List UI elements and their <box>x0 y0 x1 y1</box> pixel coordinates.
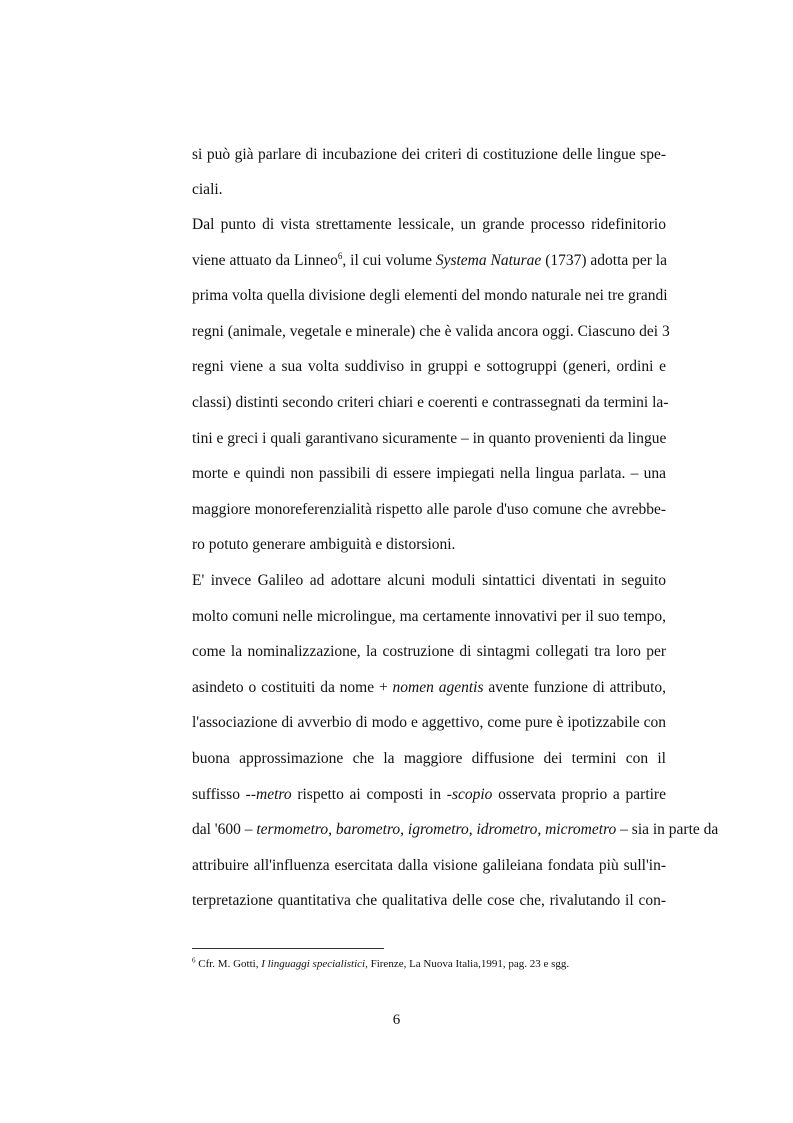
italic-term: scopio <box>451 786 493 803</box>
footnote: $^6$ Cfr. M. Gotti, I linguaggi specialistici, Firenze, La Nuova Italia,1991, pag. 23 e sgg. <box>192 956 570 970</box>
footnote-reference[interactable]: 6 <box>337 250 343 261</box>
text-line: attribuire all'influenza esercitata dalla visione galileiana fondata più sull'in- <box>192 857 666 874</box>
text-line: come la nominalizzazione, la costruzione di sintagmi collegati tra loro per <box>192 643 666 660</box>
text-line: si può già parlare di incubazione dei criteri di costituzione delle lingue spe- <box>192 146 666 163</box>
text-line: terpretazione quantitativa che qualitativa delle cose che, rivalutando il con- <box>192 892 666 909</box>
text-line: regni viene a sua volta suddiviso in gruppi e sottogruppi (generi, ordini e <box>192 358 666 375</box>
footnote-book-title: I linguaggi specialistici, <box>261 958 368 970</box>
page-number: 6 <box>392 1012 401 1028</box>
text-line: molto comuni nelle microlingue, ma certamente innovativi per il suo tempo, <box>192 608 666 625</box>
italic-term: nomen agentis <box>392 679 484 696</box>
footnote-divider <box>192 948 384 949</box>
text-line: suffisso --metro rispetto ai composti in -scopio osservata proprio a partire <box>192 786 666 803</box>
text-line: dal '600 – termometro, barometro, igrometro, idrometro, micrometro – sia in parte da <box>192 821 719 838</box>
text-line: morte e quindi non passibili di essere impiegati nella lingua parlata. – una <box>192 465 666 482</box>
text-line: buona approssimazione che la maggiore diffusione dei termini con il <box>192 750 666 767</box>
text-line: l'associazione di avverbio di modo e aggettivo, come pure è ipotizzabile con <box>192 714 666 731</box>
italic-term-list: termometro, barometro, igrometro, idrometro, micrometro <box>256 821 617 838</box>
text-line: tini e greci i quali garantivano sicuramente – in quanto provenienti da lingue <box>192 430 667 447</box>
text-line: classi) distinti secondo criteri chiari e coerenti e contrassegnati da termini la- <box>192 394 669 411</box>
text-line: maggiore monoreferenzialità rispetto alle parole d'uso comune che avrebbe- <box>192 501 666 518</box>
book-title: Systema Naturae <box>435 252 542 269</box>
text-line: ro potuto generare ambiguità e distorsioni. <box>192 536 456 553</box>
text-line: regni (animale, vegetale e minerale) che è valida ancora oggi. Ciascuno dei 3 <box>192 323 670 340</box>
italic-term: metro <box>256 786 292 803</box>
text-line: viene attuato da Linneo$^6$, il cui volume Systema Naturae (1737) adotta per la <box>192 250 667 269</box>
text-line: asindeto o costituiti da nome + nomen agentis avente funzione di attributo, <box>192 679 667 696</box>
text-line: ciali. <box>192 181 223 198</box>
text-line: E' invece Galileo ad adottare alcuni moduli sintattici diventati in seguito <box>192 572 666 589</box>
text-line: Dal punto di vista strettamente lessicale, un grande processo ridefinitorio <box>192 216 666 233</box>
footnote-marker: 6 <box>192 956 196 965</box>
text-line: prima volta quella divisione degli elementi del mondo naturale nei tre grandi <box>192 287 668 304</box>
